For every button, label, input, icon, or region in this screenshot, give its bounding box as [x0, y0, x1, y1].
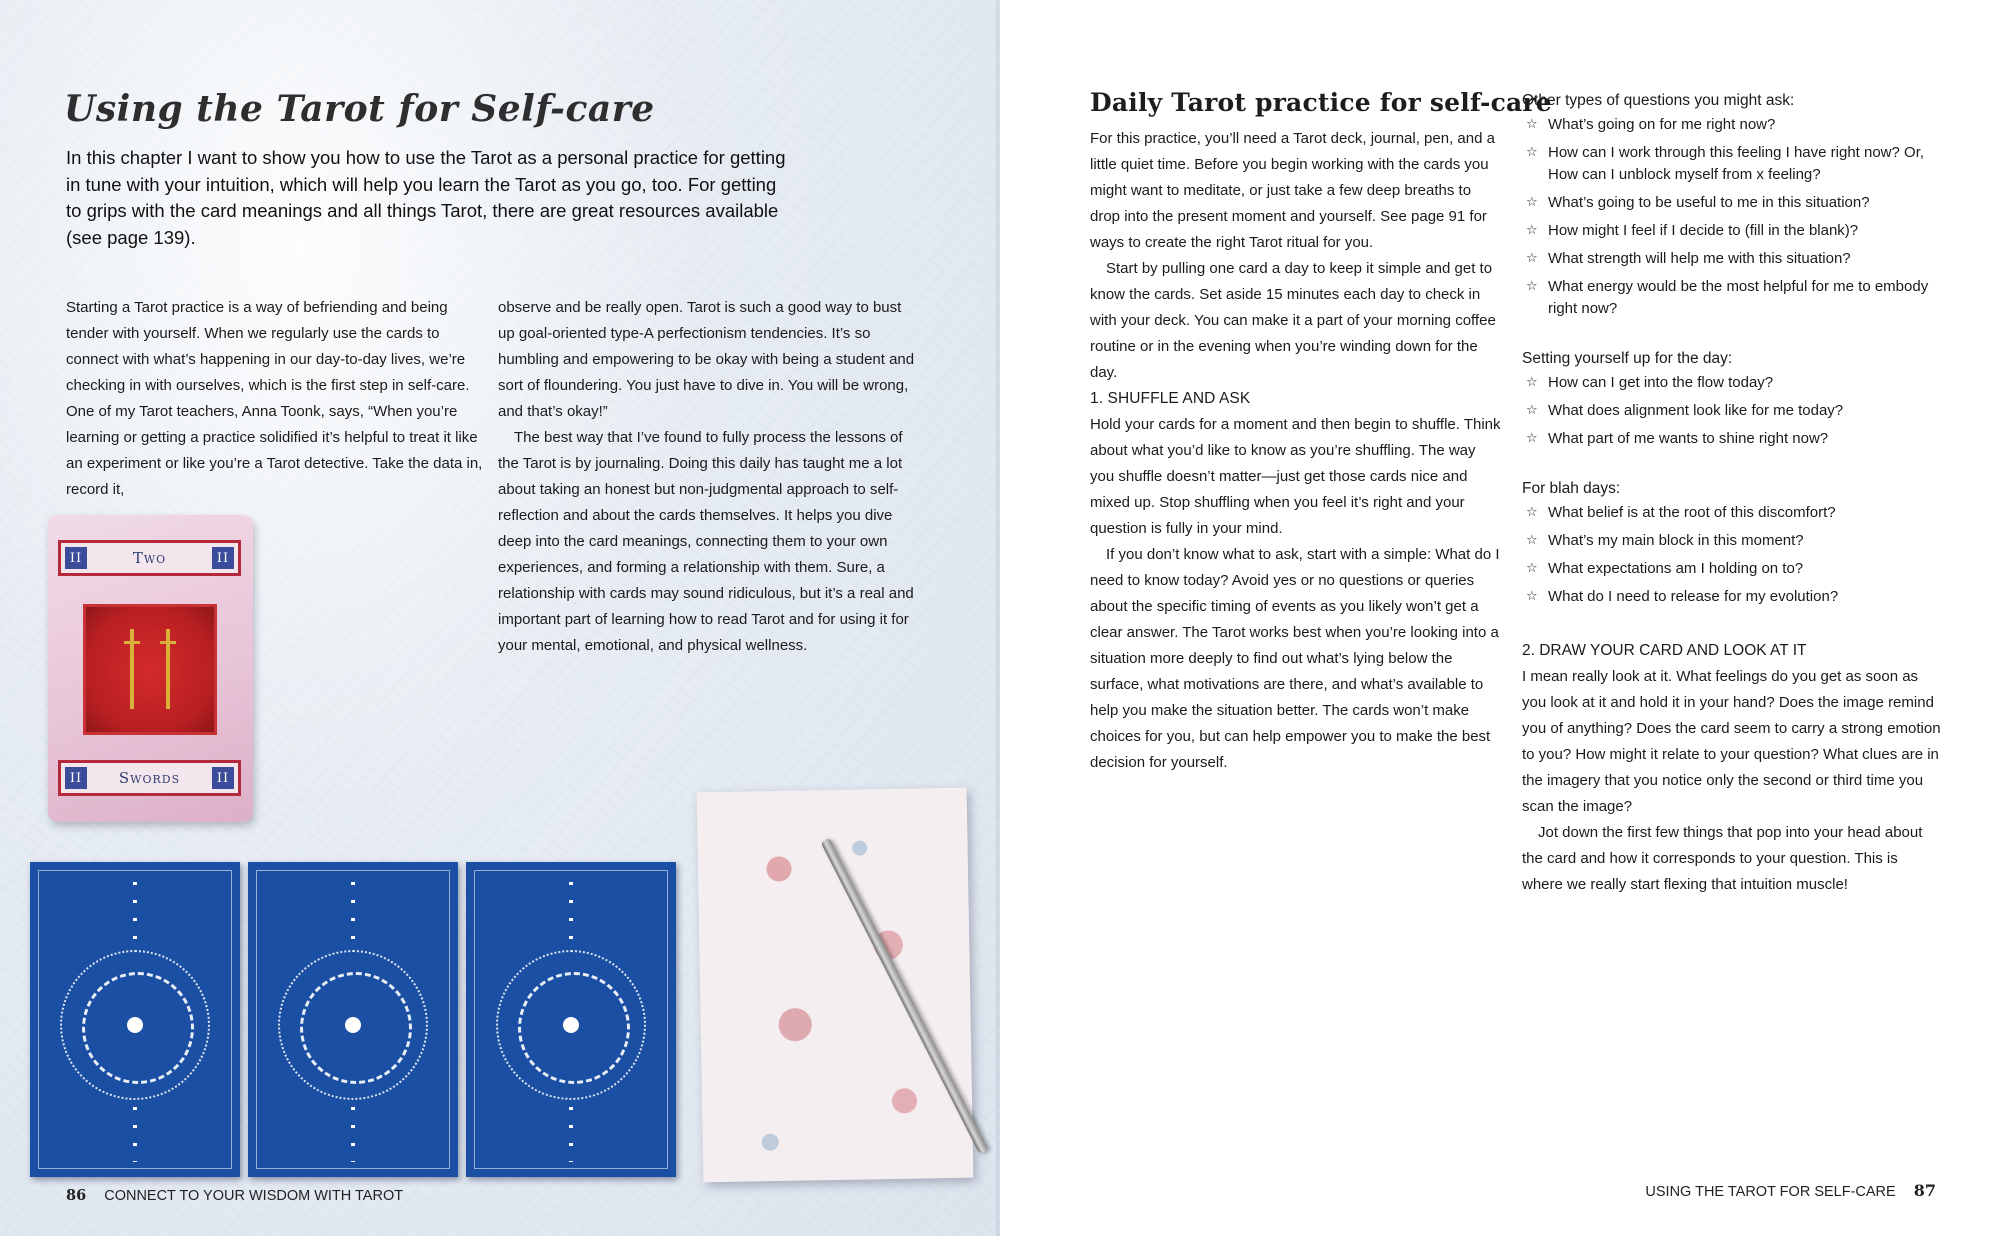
card-art-swords [86, 607, 214, 732]
left-column-1 [66, 295, 484, 503]
card-numeral: II [65, 547, 87, 569]
paragraph: If you don’t know what to ask, start with a simple: What do I need to know today? Avoid yes or no questions or queries about the specific timing of events as you likely won’t get a clear answer. The Tarot works best when you’re looking into a situation more deeply to find out what’s lying below the surface, what motivations are there, and what’s available to help you make the situation better. The cards won’t make choices for you, but can help empower you to make the best decision for yourself. [1090, 546, 1500, 771]
chapter-intro: In this chapter I want to show you how to use the Tarot as a personal practice for getting in tune with your intuition, which will help you learn the Tarot as you go, too. For getting to grips with the card meanings and all things Tarot, there are great resources available (see page 139). [66, 147, 786, 248]
card-numeral: II [65, 767, 87, 789]
question-item: ☆ What does alignment look like for me today? [1522, 400, 1942, 422]
paragraph: I mean really look at it. What feelings do you get as soon as you look at it and hold it in your hand? Does the image remind you of anything? Does the card seem to carry a strong emotion to you? How might it relate to your question? What clues are in the imagery that you notice only the second or third time you scan the image? [1522, 668, 1941, 815]
question-list [1522, 114, 1942, 320]
card-top-band [58, 540, 241, 576]
question-item: ☆ What part of me wants to shine right now? [1522, 428, 1942, 450]
sword-shape [166, 629, 170, 709]
question-item: ☆ What belief is at the root of this discomfort? [1522, 502, 1942, 524]
running-head: USING THE TAROT FOR SELF-CARE [1645, 1184, 1896, 1200]
question-group-heading: Setting yourself up for the day: [1522, 350, 1733, 367]
paragraph: For this practice, you’ll need a Tarot deck, journal, pen, and a little quiet time. Before you begin working with the cards you might want to meditate, or just take a few deep breaths to drop into the present moment and yourself. See page 91 for ways to create the right Tarot ritual for you. [1090, 130, 1495, 251]
question-item: ☆ How can I work through this feeling I have right now? Or, How can I unblock myself from x feeling? [1522, 142, 1942, 186]
question-item: ☆ What’s going to be useful to me in this situation? [1522, 192, 1942, 214]
card-bottom-label: Swords [118, 769, 181, 787]
question-list [1522, 372, 1942, 450]
paragraph: Jot down the first few things that pop into your head about the card and how it corresponds to your question. This is where we really start flexing that intuition muscle! [1522, 824, 1923, 893]
left-footer [66, 1187, 403, 1204]
right-footer [1645, 1181, 1936, 1200]
paragraph: Hold your cards for a moment and then begin to shuffle. Think about what you’d like to know as you’re shuffling. The way you shuffle doesn’t matter—just get those cards nice and mixed up. Stop shuffling when you feel it’s right and your question is fully in your mind. [1090, 416, 1501, 537]
paragraph: observe and be really open. Tarot is such a good way to bust up goal-oriented type-A perfectionism tendencies. It’s so humbling and empowering to be okay with being a student and sort of floundering. You just have to dive in. You will be wrong, and that’s okay!” [498, 299, 915, 420]
sword-shape [130, 629, 134, 709]
question-item: ☆ What strength will help me with this situation? [1522, 248, 1942, 270]
step-2-heading: 2. DRAW YOUR CARD AND LOOK AT IT [1522, 642, 1807, 659]
step-2-section [1522, 638, 1942, 898]
right-column-2 [1522, 88, 1942, 898]
paragraph: Starting a Tarot practice is a way of befriending and being tender with yourself. When we regularly use the cards to connect with what’s happening in our day-to-day lives, we’re checking in with ourselves, which is the first step in self-care. One of my Tarot teachers, Anna Toonk, says, “When you’re learning or getting a practice solidified it’s helpful to treat it like an experiment or like you’re a Tarot detective. Take the data in, record it, [66, 299, 483, 498]
step-1-heading: 1. SHUFFLE AND ASK [1090, 390, 1251, 407]
page-number: 86 [66, 1187, 87, 1204]
question-group [1522, 476, 1942, 608]
question-item: ☆ What’s going on for me right now? [1522, 114, 1942, 136]
paragraph: Start by pulling one card a day to keep it simple and get to know the cards. Set aside 15 minutes each day to check in with your deck. You can make it a part of your morning coffee routine or in the evening when you’re winding down for the day. [1090, 260, 1496, 381]
card-bottom-band [58, 760, 241, 796]
paragraph: The best way that I’ve found to fully process the lessons of the Tarot is by journaling. Doing this daily has taught me a lot about taking an honest but non-judgmental approach to self-reflection and about the cards themselves. It helps you dive deep into the card meanings, connecting them to your own experiences, and forming a relationship with them. Sure, a relationship with cards may sound ridiculous, but it’s a real and important part of learning how to read Tarot and for using it for your mental, emotional, and physical wellness. [498, 429, 914, 654]
question-group [1522, 88, 1942, 320]
question-item: ☆ What’s my main block in this moment? [1522, 530, 1942, 552]
card-back-image [466, 862, 676, 1177]
right-column-1 [1090, 126, 1502, 776]
card-numeral: II [212, 767, 234, 789]
right-page [1000, 0, 2000, 1236]
page-number: 87 [1913, 1181, 1936, 1200]
running-head: CONNECT TO YOUR WISDOM WITH TAROT [104, 1188, 404, 1204]
question-item: ☆ What energy would be the most helpful for me to embody right now? [1522, 276, 1942, 320]
question-list [1522, 502, 1942, 608]
question-group-heading: For blah days: [1522, 480, 1621, 497]
question-group-heading: Other types of questions you might ask: [1522, 92, 1795, 109]
left-column-2 [498, 295, 918, 659]
question-group [1522, 346, 1942, 450]
card-top-label: Two [132, 549, 167, 567]
floral-journal-image [697, 788, 974, 1183]
section-title: Daily Tarot practice for self-care [1090, 88, 1552, 117]
chapter-title: Using the Tarot for Self-care [64, 88, 655, 130]
card-back-image [248, 862, 458, 1177]
question-item: ☆ How might I feel if I decide to (fill in the blank)? [1522, 220, 1942, 242]
question-item: ☆ What expectations am I holding on to? [1522, 558, 1942, 580]
card-numeral: II [212, 547, 234, 569]
question-item: ☆ What do I need to release for my evolution? [1522, 586, 1942, 608]
two-of-swords-card-image [48, 515, 253, 822]
card-back-image [30, 862, 240, 1177]
question-item: ☆ How can I get into the flow today? [1522, 372, 1942, 394]
